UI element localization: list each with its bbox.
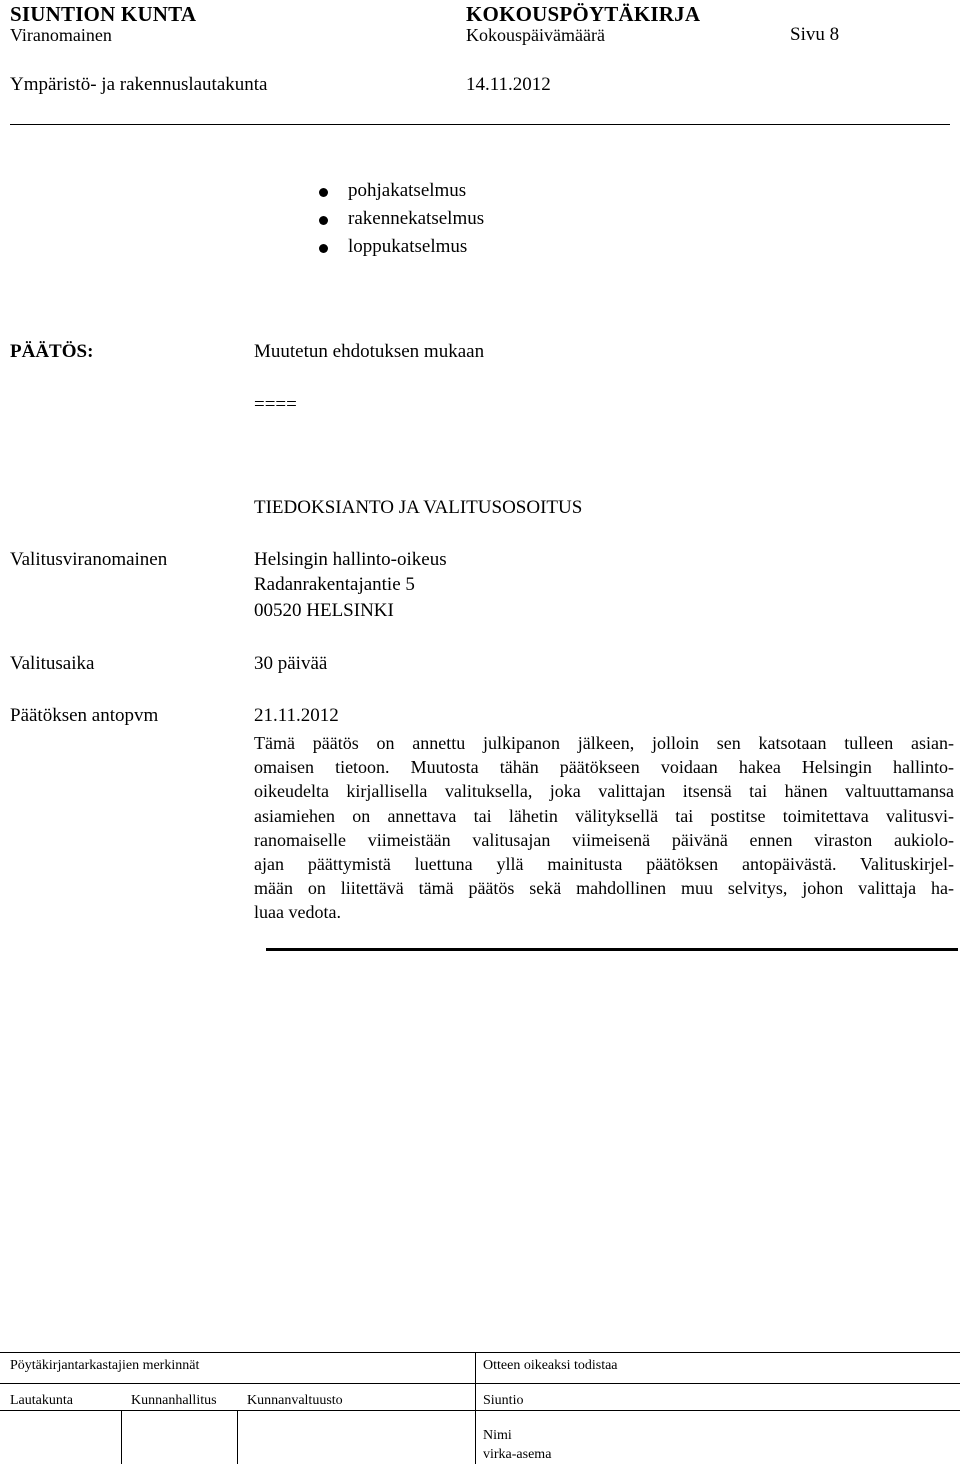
- body-line: asiamiehen on annettava tai lähetin välityksellä tai postitse toimitettava valitusvi-: [254, 805, 954, 826]
- decision-label: PÄÄTÖS:: [10, 341, 94, 362]
- appeal-heading: TIEDOKSIANTO JA VALITUSOSOITUS: [254, 497, 583, 518]
- authority-label: Viranomainen: [10, 25, 112, 45]
- meeting-date-label: Kokouspäivämäärä: [466, 25, 605, 45]
- list-item: rakennekatselmus: [348, 208, 485, 229]
- list-item: loppukatselmus: [348, 236, 468, 257]
- footer-col-rule: [237, 1410, 238, 1464]
- header-divider: [10, 124, 950, 125]
- section-end-rule: [266, 948, 958, 951]
- footer-col-rule: [121, 1410, 122, 1464]
- footer-mid-rule: [0, 1383, 960, 1384]
- bullet-icon: [319, 188, 328, 197]
- body-line: omaisen tietoon. Muutosta tähän päätökseen voidaan hakea Helsingin hallinto-: [254, 757, 954, 778]
- body-line: mään on liitettävä tämä päätös sekä mahdollinen muu selvitys, johon valittaja ha-: [254, 878, 954, 899]
- decision-date-label: Päätöksen antopvm: [10, 705, 159, 726]
- body-line: ranomaiselle viimeistään valitusajan viimeisenä päivänä ennen viraston aukiolo-: [254, 829, 954, 850]
- body-line: luaa vedota.: [254, 902, 341, 923]
- appeal-authority-line: Helsingin hallinto-oikeus: [254, 549, 447, 570]
- appeal-authority-label: Valitusviranomainen: [10, 549, 168, 570]
- page-number: Sivu 8: [790, 24, 840, 45]
- decision-date: 21.11.2012: [254, 705, 339, 726]
- body-kunnanhallitus: Kunnanhallitus: [131, 1393, 217, 1408]
- body-line: oikeudelta kirjallisella valituksella, joka valittajan itsensä tai hänen valtuuttamansa: [254, 781, 954, 802]
- body-lautakunta: Lautakunta: [10, 1393, 73, 1408]
- meeting-date: 14.11.2012: [466, 74, 551, 95]
- authority-name: Ympäristö- ja rakennuslautakunta: [10, 74, 268, 95]
- list-item: pohjakatselmus: [348, 180, 467, 201]
- appeal-authority-line: 00520 HELSINKI: [254, 600, 394, 621]
- footer-top-rule: [0, 1352, 960, 1353]
- certifier-place: Siuntio: [483, 1393, 524, 1408]
- appeal-period: 30 päivää: [254, 653, 328, 674]
- decision-separator: ====: [254, 394, 297, 415]
- footer-row-rule: [0, 1410, 960, 1411]
- position-label: virka-asema: [483, 1447, 552, 1462]
- body-line: ajan päättymistä luettuna yllä mainitusta päätöksen antopäivästä. Valituskirjel-: [254, 854, 954, 875]
- body-line: Tämä päätös on annettu julkipanon jälkeen, jolloin sen katsotaan tulleen asian-: [254, 733, 954, 753]
- name-label: Nimi: [483, 1428, 512, 1443]
- document-type: KOKOUSPÖYTÄKIRJA: [466, 2, 701, 26]
- appeal-body: [254, 731, 954, 925]
- reviewers-label: Pöytäkirjantarkastajien merkinnät: [10, 1358, 200, 1373]
- org-name: SIUNTION KUNTA: [10, 2, 197, 26]
- footer-vertical-rule: [475, 1352, 476, 1464]
- appeal-authority-line: Radanrakentajantie 5: [254, 574, 415, 595]
- bullet-icon: [319, 244, 328, 253]
- certified-label: Otteen oikeaksi todistaa: [483, 1358, 618, 1373]
- decision-text: Muutetun ehdotuksen mukaan: [254, 341, 485, 362]
- bullet-icon: [319, 216, 328, 225]
- appeal-period-label: Valitusaika: [10, 653, 95, 674]
- body-kunnanvaltuusto: Kunnanvaltuusto: [247, 1393, 343, 1408]
